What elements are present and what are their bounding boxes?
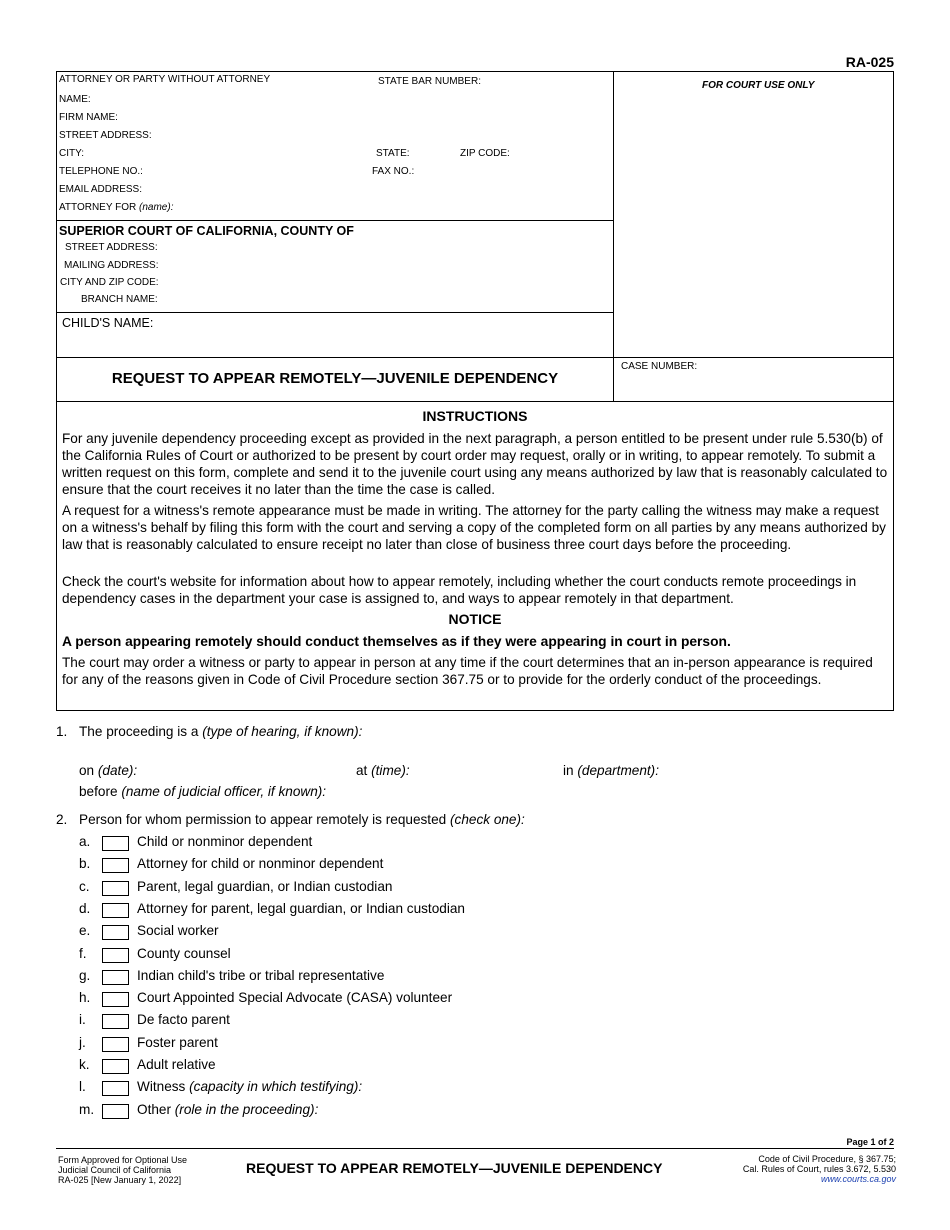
footer-title: REQUEST TO APPEAR REMOTELY—JUVENILE DEPENDENCY: [246, 1160, 663, 1176]
notice-bold: A person appearing remotely should conduct themselves as if they were appearing in court in person.: [62, 634, 731, 649]
instructions-paragraph-2: A request for a witness's remote appearance must be made in writing. The attorney for the party calling the witness may make a request on a witness's behalf by filing this form with the court and serving a copy of the completed form on all parties by any means authorized by law that is reasonably calculated to ensure receipt no later than close of business three court days before the proceeding.: [62, 503, 886, 552]
page-number: Page 1 of 2: [846, 1137, 894, 1147]
option-checkbox[interactable]: [102, 1104, 129, 1119]
option-letter: h.: [79, 990, 91, 1005]
item-2-text: Person for whom permission to appear remotely is requested (check one):: [79, 812, 525, 827]
option-label: Indian child's tribe or tribal representative: [137, 968, 385, 983]
item-1-number: 1.: [56, 724, 68, 739]
title-divider: [56, 357, 894, 358]
option-checkbox[interactable]: [102, 925, 129, 940]
option-checkbox[interactable]: [102, 1014, 129, 1029]
email-label: EMAIL ADDRESS:: [59, 184, 142, 195]
court-child-divider: [56, 312, 614, 313]
court-street-label: STREET ADDRESS:: [65, 242, 158, 253]
option-label: Adult relative: [137, 1057, 216, 1072]
option-letter: j.: [79, 1035, 86, 1050]
item-1-text: The proceeding is a (type of hearing, if known):: [79, 724, 363, 739]
date-label[interactable]: on (date):: [79, 763, 138, 778]
option-label: Other (role in the proceeding):: [137, 1102, 319, 1117]
option-letter: l.: [79, 1079, 86, 1094]
footer-rule: [56, 1148, 894, 1149]
option-letter: b.: [79, 856, 91, 871]
option-checkbox[interactable]: [102, 1059, 129, 1074]
time-label[interactable]: at (time):: [356, 763, 410, 778]
court-branch-label: BRANCH NAME:: [81, 294, 158, 305]
form-title: REQUEST TO APPEAR REMOTELY—JUVENILE DEPENDENCY: [111, 370, 559, 387]
fax-label: FAX NO.:: [372, 166, 415, 177]
court-mailing-label: MAILING ADDRESS:: [64, 260, 159, 271]
firm-name-label: FIRM NAME:: [59, 112, 118, 123]
option-checkbox[interactable]: [102, 948, 129, 963]
court-city-zip-label: CITY AND ZIP CODE:: [60, 277, 159, 288]
zip-label: ZIP CODE:: [460, 148, 510, 159]
option-letter: g.: [79, 968, 91, 983]
option-letter: e.: [79, 923, 91, 938]
option-label: Parent, legal guardian, or Indian custodian: [137, 879, 393, 894]
city-label: CITY:: [59, 148, 85, 159]
state-bar-label: STATE BAR NUMBER:: [378, 76, 481, 87]
option-label: Child or nonminor dependent: [137, 834, 313, 849]
option-label: Social worker: [137, 923, 219, 938]
option-letter: c.: [79, 879, 90, 894]
attorney-label: ATTORNEY OR PARTY WITHOUT ATTORNEY: [59, 74, 271, 85]
option-letter: i.: [79, 1012, 86, 1027]
child-name-label: CHILD'S NAME:: [62, 316, 154, 330]
option-letter: k.: [79, 1057, 90, 1072]
option-checkbox[interactable]: [102, 858, 129, 873]
option-checkbox[interactable]: [102, 970, 129, 985]
judicial-officer-label[interactable]: before (name of judicial officer, if known):: [79, 784, 327, 799]
attorney-court-divider: [56, 220, 614, 221]
option-label: County counsel: [137, 946, 231, 961]
attorney-for-label: ATTORNEY FOR (name):: [59, 202, 174, 213]
state-label: STATE:: [376, 148, 410, 159]
item-2-number: 2.: [56, 812, 68, 827]
street-address-label: STREET ADDRESS:: [59, 130, 152, 141]
caption-divider: [613, 71, 614, 402]
notice-heading: NOTICE: [448, 611, 502, 627]
courts-link[interactable]: www.courts.ca.gov: [820, 1174, 896, 1184]
option-checkbox[interactable]: [102, 881, 129, 896]
telephone-label: TELEPHONE NO.:: [59, 166, 143, 177]
option-label: Witness (capacity in which testifying):: [137, 1079, 363, 1094]
court-title: SUPERIOR COURT OF CALIFORNIA, COUNTY OF: [59, 224, 354, 238]
option-label: Attorney for child or nonminor dependent: [137, 856, 384, 871]
case-number-label: CASE NUMBER:: [621, 361, 698, 372]
form-id: RA-025: [845, 54, 894, 70]
court-use-label: FOR COURT USE ONLY: [702, 80, 815, 91]
department-label[interactable]: in (department):: [563, 763, 659, 778]
option-checkbox[interactable]: [102, 992, 129, 1007]
option-label: Attorney for parent, legal guardian, or Indian custodian: [137, 901, 465, 916]
option-label: Court Appointed Special Advocate (CASA) volunteer: [137, 990, 453, 1005]
notice-paragraph: The court may order a witness or party to appear in person at any time if the court determines that an in-person appearance is required for any of the reasons given in Code of Civil Procedure section 367.75 or to provide for the orderly conduct of the proceedings.: [62, 655, 873, 687]
footer-right: Code of Civil Procedure, § 367.75; Cal. Rules of Court, rules 3.672, 5.530 www.courts.ca.gov: [742, 1154, 896, 1184]
instructions-paragraph-1: For any juvenile dependency proceeding except as provided in the next paragraph, a person entitled to be present under rule 5.530(b) of the California Rules of Court or authorized to be present by court order may request, orally or in writing, to appear remotely. To submit a written request on this form, complete and send it to the juvenile court using any means authorized by law that is reasonably calculated to ensure that the court receives it no later than the time the case is called.: [62, 431, 888, 497]
option-letter: f.: [79, 946, 87, 961]
instructions-heading: INSTRUCTIONS: [422, 408, 528, 424]
option-checkbox[interactable]: [102, 836, 129, 851]
option-letter: m.: [79, 1102, 95, 1117]
instructions-paragraph-3: Check the court's website for information about how to appear remotely, including whether the court conducts remote proceedings in dependency cases in the department your case is assigned to, and ways to appear remotely in that department.: [62, 574, 857, 606]
option-checkbox[interactable]: [102, 1081, 129, 1096]
option-label: De facto parent: [137, 1012, 230, 1027]
footer-left: Form Approved for Optional Use Judicial Council of California RA-025 [New January 1, 2022]: [58, 1155, 188, 1185]
option-letter: a.: [79, 834, 91, 849]
option-checkbox[interactable]: [102, 903, 129, 918]
name-label: NAME:: [59, 94, 91, 105]
option-letter: d.: [79, 901, 91, 916]
option-label: Foster parent: [137, 1035, 218, 1050]
option-checkbox[interactable]: [102, 1037, 129, 1052]
